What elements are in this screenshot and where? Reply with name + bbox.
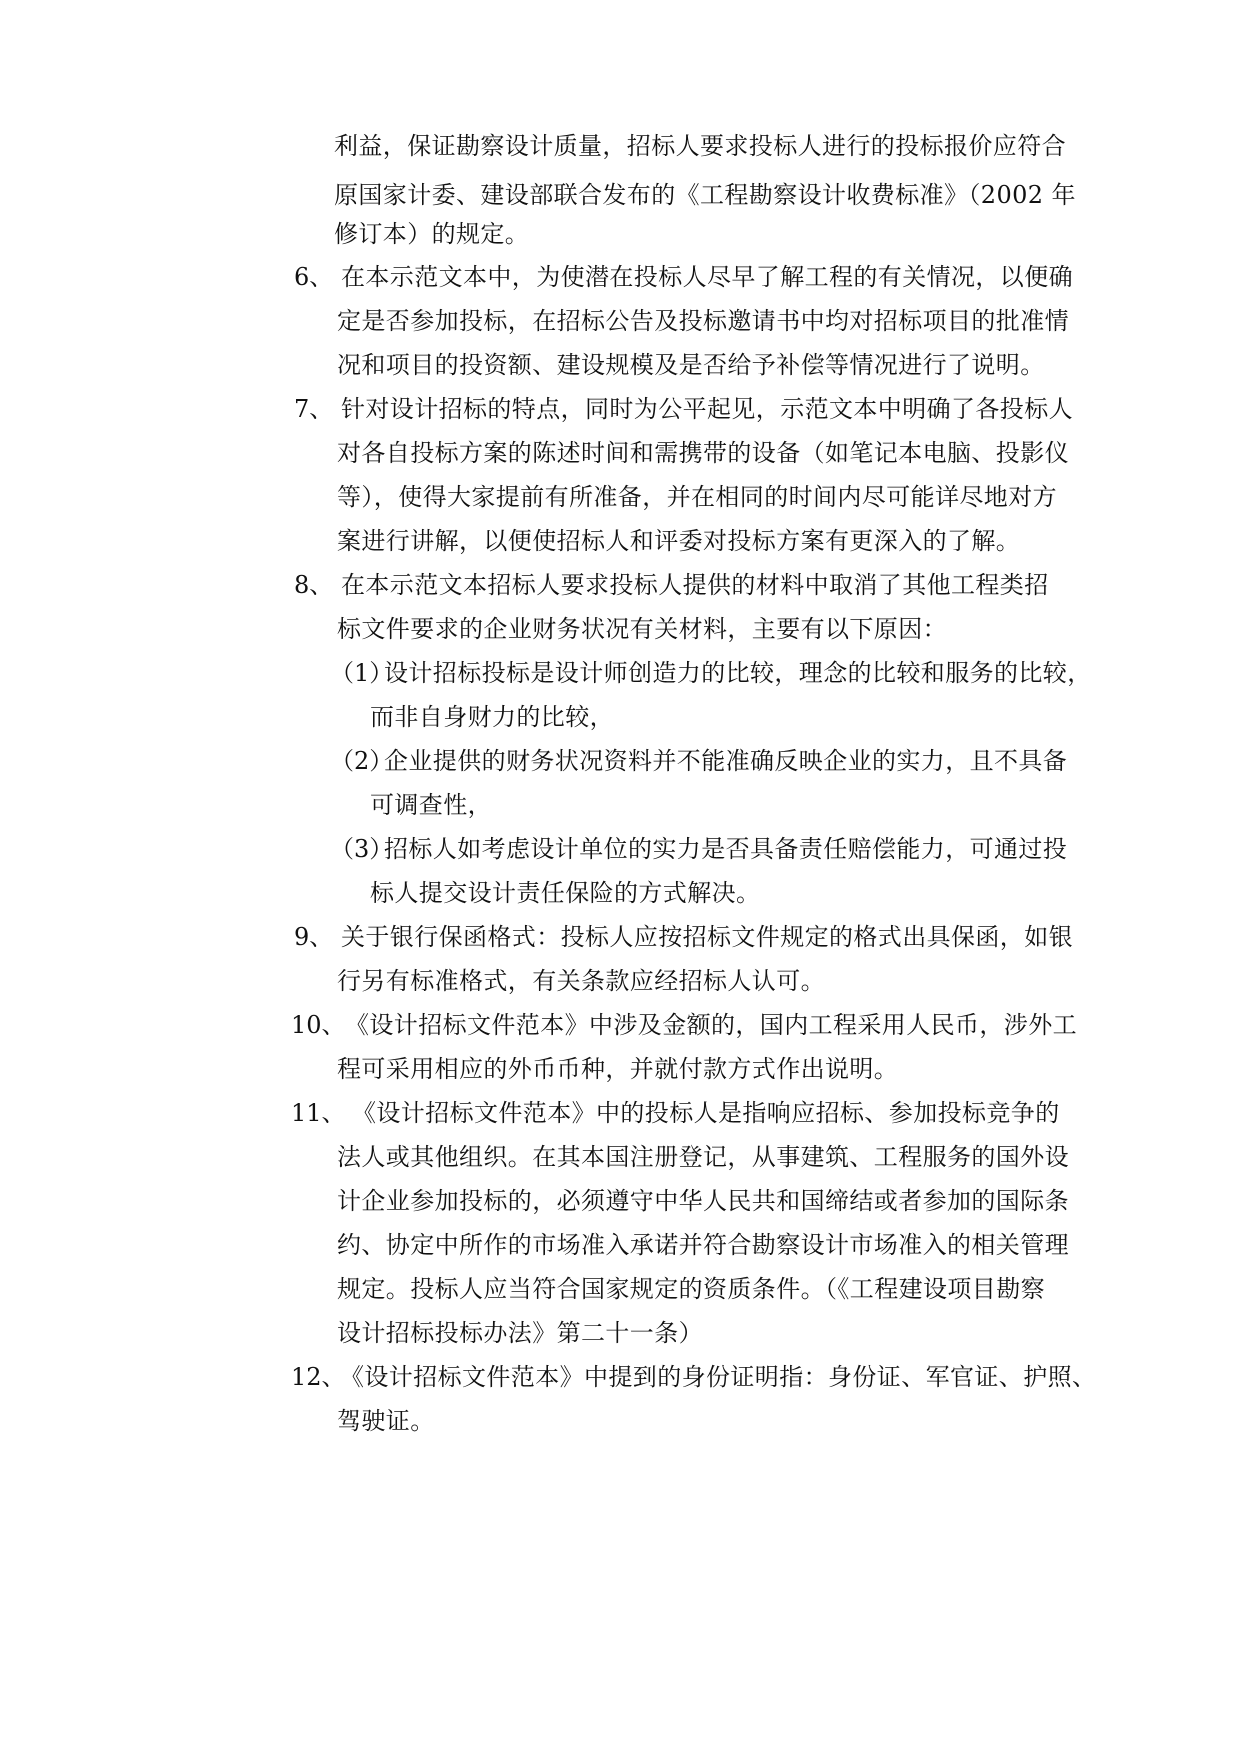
item-number: 12、 xyxy=(291,1363,346,1391)
text-line: 设计招标投标是设计师创造力的比较，理念的比较和服务的比较， xyxy=(384,659,1092,687)
text-line: 约、协定中所作的市场准入承诺并符合勘察设计市场准入的相关管理 xyxy=(337,1231,1069,1259)
text-line: 驾驶证。 xyxy=(337,1407,435,1435)
text-line: 等），使得大家提前有所准备，并在相同的时间内尽可能详尽地对方 xyxy=(337,483,1057,511)
text-line: 行另有标准格式，有关条款应经招标人认可。 xyxy=(337,967,825,995)
sub-item-number: （1） xyxy=(330,659,394,687)
text-line: 《设计招标文件范本》中涉及金额的，国内工程采用人民币，涉外工 xyxy=(345,1011,1077,1039)
text-line: 《设计招标文件范本》中提到的身份证明指：身份证、军官证、护照、 xyxy=(340,1363,1097,1391)
item-number: 9、 xyxy=(294,923,334,951)
text-line: 而非自身财力的比较， xyxy=(370,703,614,731)
item-number: 8、 xyxy=(294,571,334,599)
sub-item-number: （3） xyxy=(330,835,394,863)
text-line: 原国家计委、建设部联合发布的《工程勘察设计收费标准》（2002 年 xyxy=(334,181,1076,209)
text-line: 在本示范文本中，为使潜在投标人尽早了解工程的有关情况，以便确 xyxy=(341,263,1073,291)
text-line: 利益，保证勘察设计质量，招标人要求投标人进行的投标报价应符合 xyxy=(334,132,1066,160)
sub-item-number: （2） xyxy=(330,747,394,775)
text-line: 标文件要求的企业财务状况有关材料，主要有以下原因： xyxy=(337,615,947,643)
text-line: 修订本）的规定。 xyxy=(334,220,530,248)
text-line: 况和项目的投资额、建设规模及是否给予补偿等情况进行了说明。 xyxy=(337,351,1045,379)
text-line: 标人提交设计责任保险的方式解决。 xyxy=(370,879,761,907)
text-line: 企业提供的财务状况资料并不能准确反映企业的实力，且不具备 xyxy=(384,747,1068,775)
text-line: 程可采用相应的外币币种，并就付款方式作出说明。 xyxy=(337,1055,899,1083)
text-line: 法人或其他组织。在其本国注册登记，从事建筑、工程服务的国外设 xyxy=(337,1143,1069,1171)
text-line: 计企业参加投标的，必须遵守中华人民共和国缔结或者参加的国际条 xyxy=(337,1187,1069,1215)
text-line: 可调查性， xyxy=(370,791,492,819)
text-line: 招标人如考虑设计单位的实力是否具备责任赔偿能力，可通过投 xyxy=(384,835,1068,863)
item-number: 11、 xyxy=(291,1099,346,1127)
text-line: 规定。投标人应当符合国家规定的资质条件。（《工程建设项目勘察 xyxy=(337,1275,1045,1303)
item-number: 10、 xyxy=(291,1011,346,1039)
text-line: 关于银行保函格式：投标人应按招标文件规定的格式出具保函，如银 xyxy=(341,923,1073,951)
text-line: 《设计招标文件范本》中的投标人是指响应招标、参加投标竞争的 xyxy=(352,1099,1060,1127)
text-line: 设计招标投标办法》第二十一条） xyxy=(337,1319,703,1347)
text-line: 针对设计招标的特点，同时为公平起见，示范文本中明确了各投标人 xyxy=(341,395,1073,423)
text-line: 定是否参加投标，在招标公告及投标邀请书中均对招标项目的批准情 xyxy=(337,307,1069,335)
item-number: 7、 xyxy=(294,395,334,423)
text-line: 案进行讲解，以便使招标人和评委对投标方案有更深入的了解。 xyxy=(337,527,1021,555)
text-line: 在本示范文本招标人要求投标人提供的材料中取消了其他工程类招 xyxy=(341,571,1049,599)
text-line: 对各自投标方案的陈述时间和需携带的设备（如笔记本电脑、投影仪 xyxy=(337,439,1069,467)
item-number: 6、 xyxy=(294,263,334,291)
